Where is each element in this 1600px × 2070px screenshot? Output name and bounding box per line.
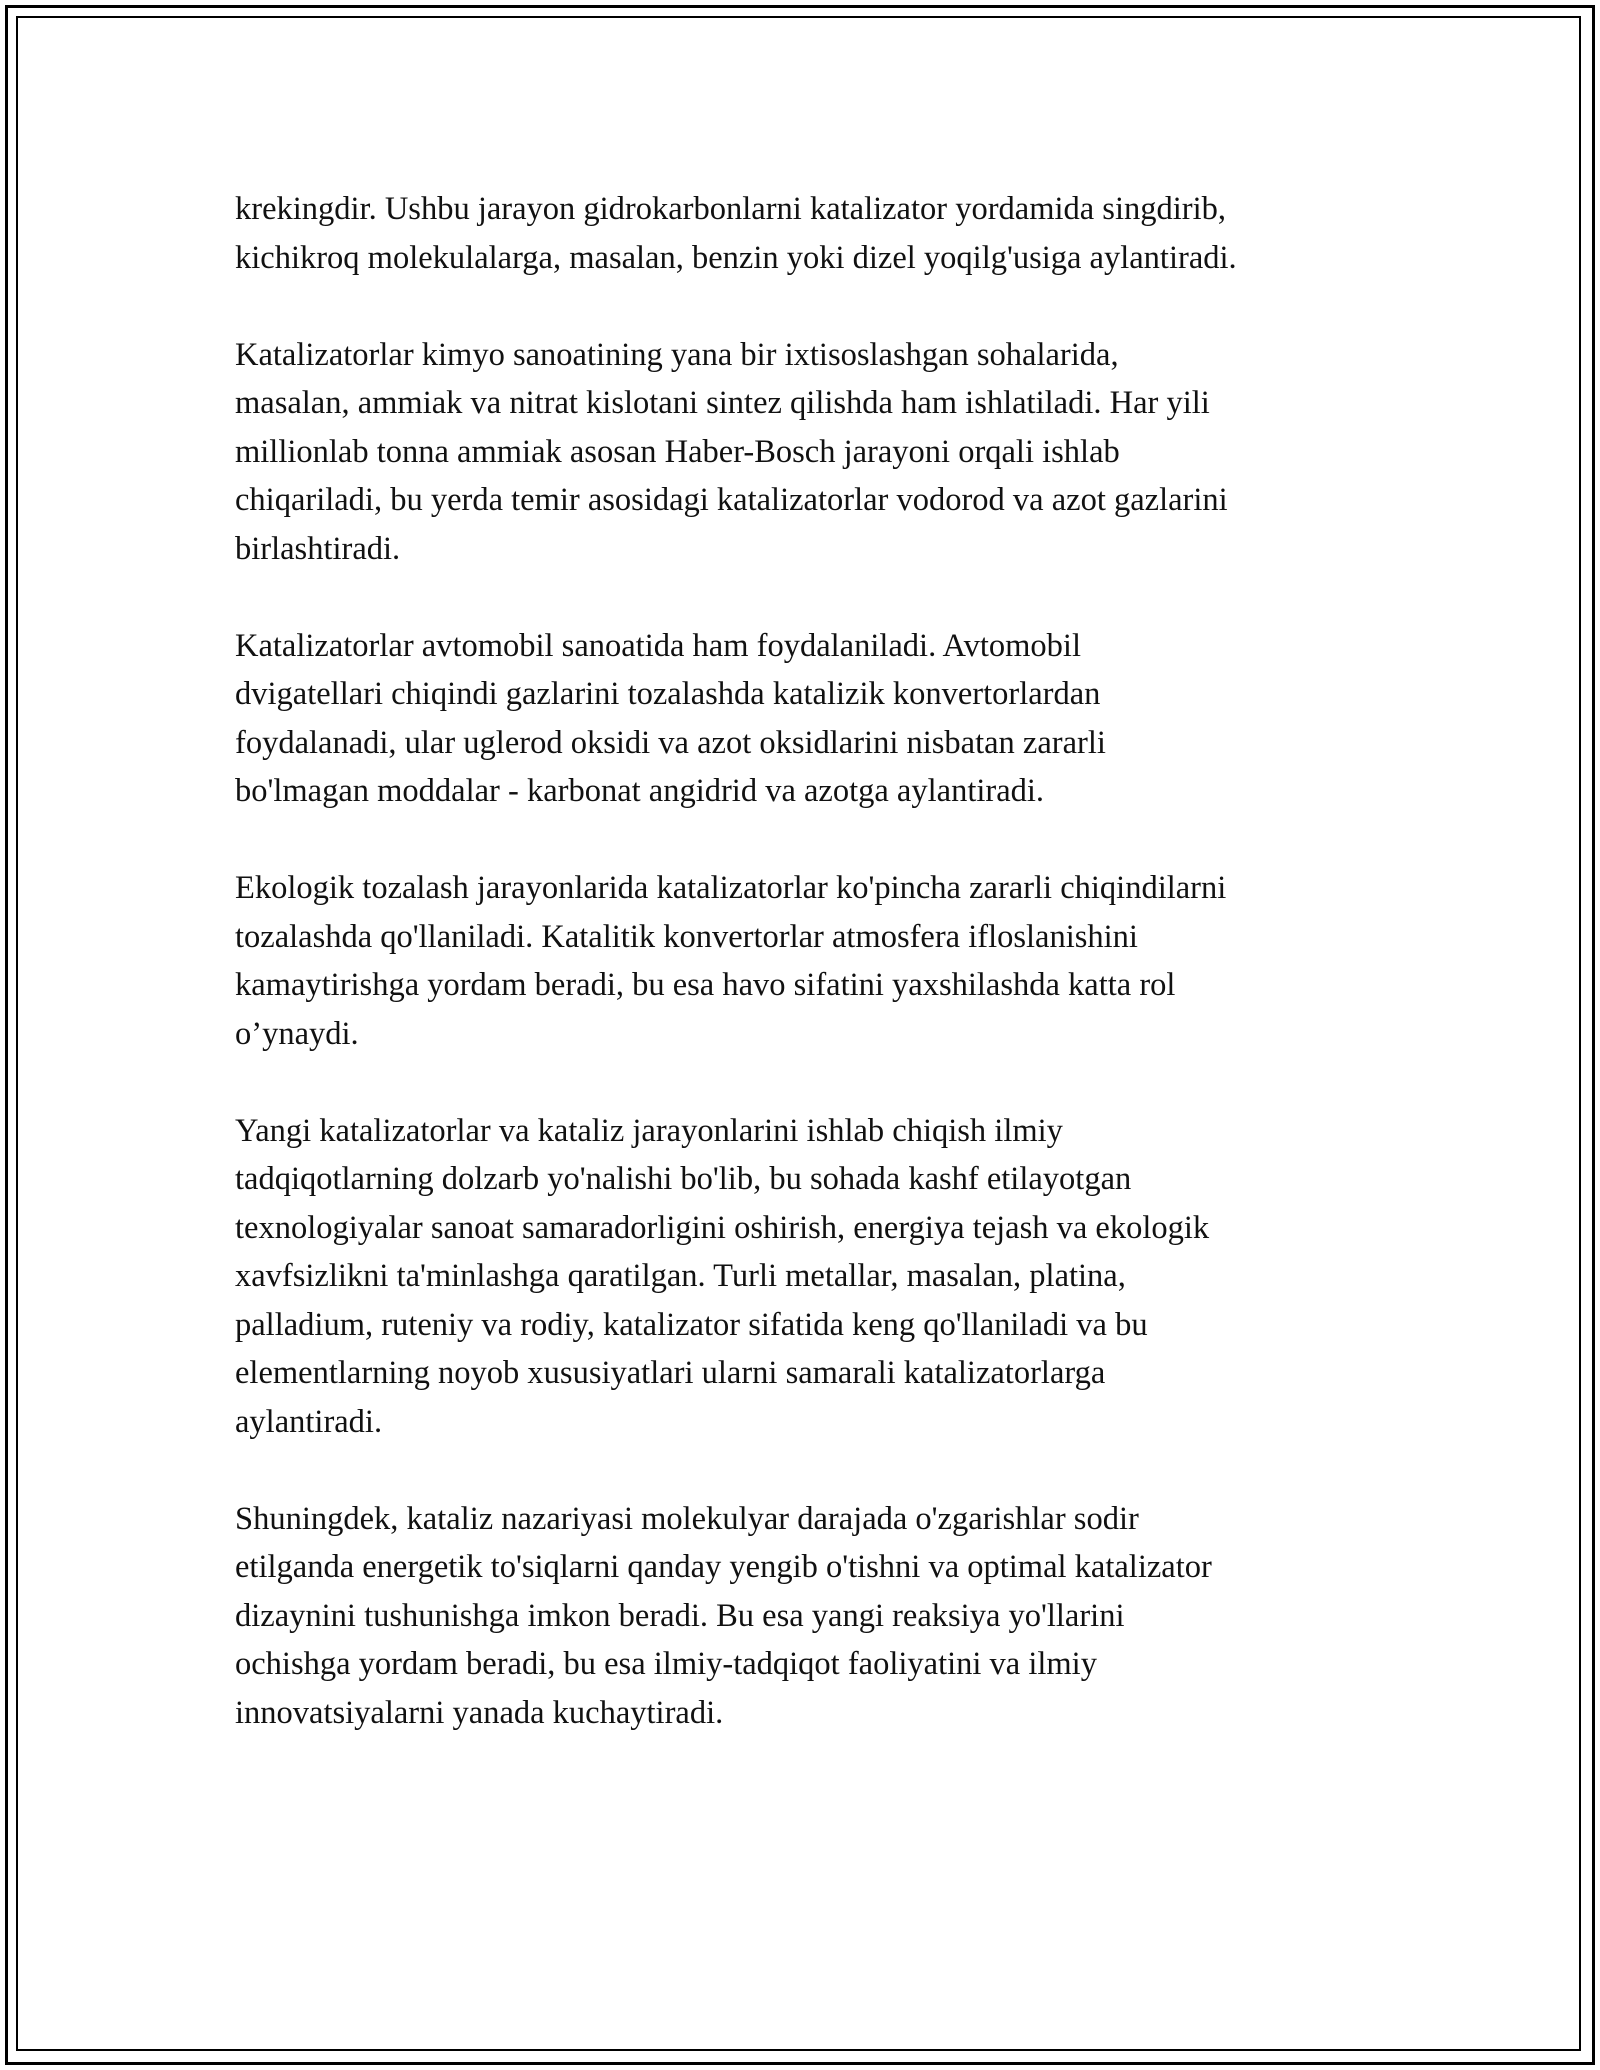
paragraph-research: [235, 1107, 1385, 1447]
text-line: Shuningdek, kataliz nazariyasi molekulyar darajada o'zgarishlar sodir: [235, 1500, 1139, 1537]
text-line: elementlarning noyob xususiyatlari ularni samarali katalizatorlarga: [235, 1355, 1106, 1391]
text-line: chiqariladi, bu yerda temir asosidagi katalizatorlar vodorod va azot gazlarini: [235, 482, 1228, 518]
text-line: tadqiqotlarning dolzarb yo'nalishi bo'lib, bu sohada kashf etilayotgan: [235, 1161, 1132, 1197]
paragraph-cracking: [235, 185, 1385, 282]
paragraph-theory: [235, 1495, 1385, 1738]
text-line: dvigatellari chiqindi gazlarini tozalashda katalizik konvertorlardan: [235, 676, 1101, 712]
text-line: birlashtiradi.: [235, 530, 401, 567]
text-line: bo'lmagan moddalar - karbonat angidrid va azotga aylantiradi.: [235, 773, 1045, 809]
text-line: Yangi katalizatorlar va kataliz jarayonlarini ishlab chiqish ilmiy: [235, 1112, 1063, 1149]
text-line: aylantiradi.: [235, 1403, 383, 1440]
text-line: dizaynini tushunishga imkon beradi. Bu esa yangi reaksiya yo'llarini: [235, 1597, 1125, 1634]
text-line: palladium, ruteniy va rodiy, katalizator sifatida keng qo'llaniladi va bu: [235, 1306, 1148, 1343]
text-line: kamaytirishga yordam beradi, bu esa havo sifatini yaxshilashda katta rol: [235, 967, 1176, 1003]
paragraph-ecology: [235, 864, 1385, 1058]
paragraph-chemical-industry: [235, 331, 1385, 574]
text-line: texnologiyalar sanoat samaradorligini oshirish, energiya tejash va ekologik: [235, 1209, 1210, 1246]
text-line: etilganda energetik to'siqlarni qanday yengib o'tishni va optimal katalizator: [235, 1549, 1212, 1585]
text-line: tozalashda qo'llaniladi. Katalitik konvertorlar atmosfera ifloslanishini: [235, 918, 1138, 955]
text-line: masalan, ammiak va nitrat kislotani sintez qilishda ham ishlatiladi. Har yili: [235, 385, 1210, 421]
text-line: Katalizatorlar avtomobil sanoatida ham foydalaniladi. Avtomobil: [235, 627, 1081, 664]
text-line: Ekologik tozalash jarayonlarida katalizatorlar ko'pincha zararli chiqindilarni: [235, 870, 1227, 906]
text-line: o’ynaydi.: [235, 1015, 359, 1052]
text-line: kichikroq molekulalarga, masalan, benzin yoki dizel yoqilg'usiga aylantiradi.: [235, 239, 1237, 276]
paragraph-automotive: [235, 622, 1385, 816]
text-line: millionlab tonna ammiak asosan Haber-Bosch jarayoni orqali ishlab: [235, 433, 1120, 470]
text-line: ochishga yordam beradi, bu esa ilmiy-tadqiqot faoliyatini va ilmiy: [235, 1646, 1097, 1682]
text-line: krekingdir. Ushbu jarayon gidrokarbonlarni katalizator yordamida singdirib,: [235, 191, 1226, 227]
document-body: [235, 185, 1385, 1786]
text-line: Katalizatorlar kimyo sanoatining yana bir ixtisoslashgan sohalarida,: [235, 336, 1119, 373]
text-line: xavfsizlikni ta'minlashga qaratilgan. Turli metallar, masalan, platina,: [235, 1258, 1126, 1294]
text-line: innovatsiyalarni yanada kuchaytiradi.: [235, 1694, 724, 1731]
text-line: foydalanadi, ular uglerod oksidi va azot oksidlarini nisbatan zararli: [235, 724, 1106, 761]
